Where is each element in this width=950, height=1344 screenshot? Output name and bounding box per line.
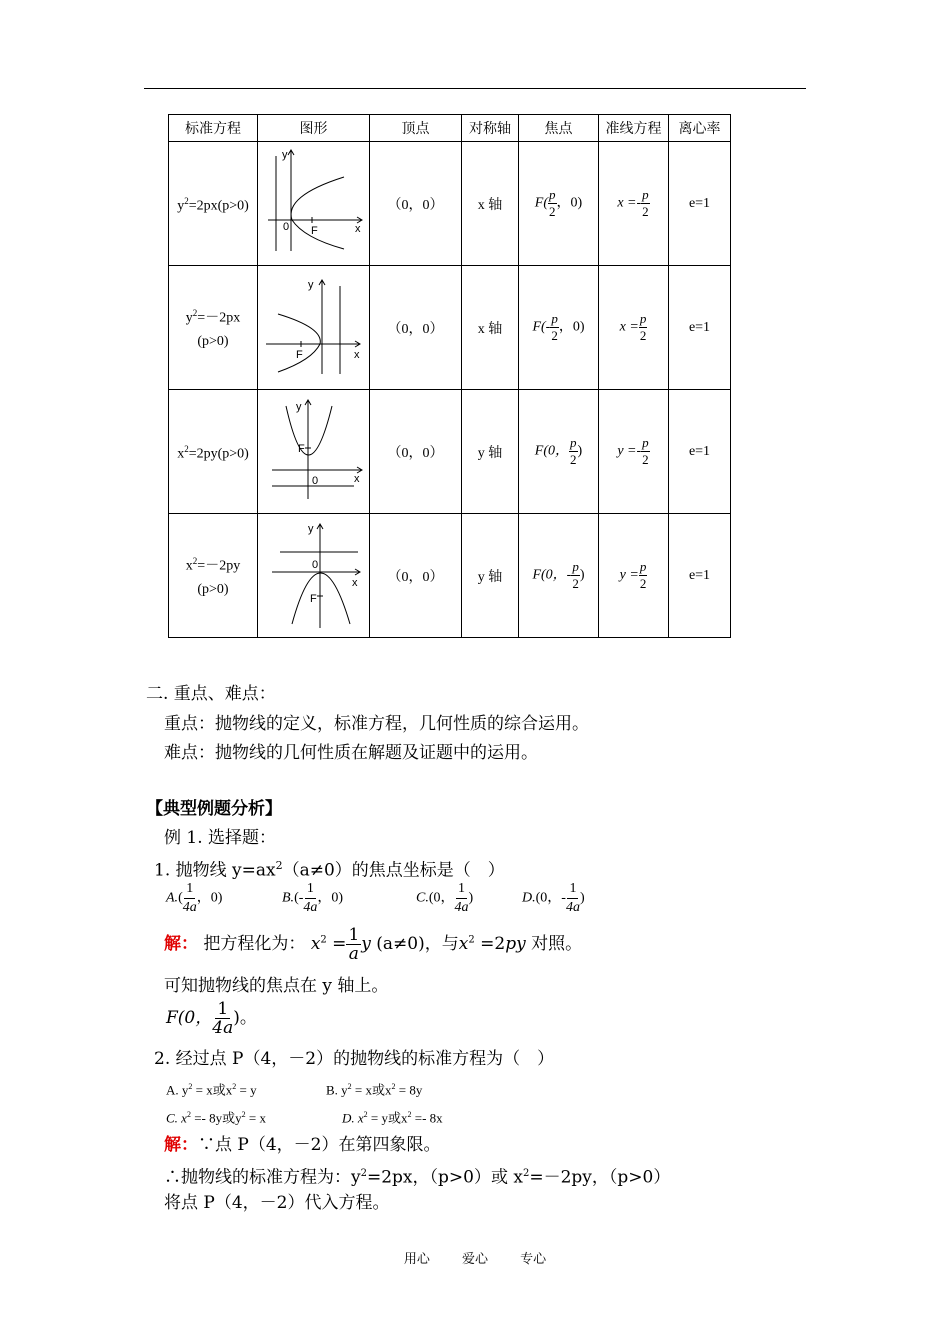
- question-1: 1. 抛物线 $y=ax^2(a\ne 0)$的焦点坐标是（ ）: [154, 859, 505, 881]
- parabola-down-graph: [264, 518, 364, 628]
- standard-equation: $y^2=2px(p>0)$: [169, 142, 258, 266]
- eccentricity-cell: e=1: [669, 514, 731, 638]
- svg-text:F: F: [297, 443, 305, 455]
- table-header-row: [169, 115, 731, 142]
- focus-cell: F(- $\frac{p}{2}$ ，0): [519, 266, 599, 390]
- standard-equation: $x^2=-2py$ (p>0): [169, 514, 258, 638]
- option-b: B.(- $\frac{1}{4a}$ ，0): [282, 881, 344, 915]
- eccentricity-cell: e=1: [669, 266, 731, 390]
- q2-option-c: C. $x^2 =- 8y$或$y^2 = x$: [166, 1110, 266, 1126]
- parabola-properties-table: [168, 114, 731, 638]
- solution-2-line-3: 将点 P（4，－2）代入方程。: [164, 1193, 390, 1213]
- focus-cell: F(0，- $\frac{p}{2}$ ): [519, 514, 599, 638]
- parabola-graph: [258, 142, 370, 266]
- section-title: 二. 重点、难点：: [146, 684, 276, 704]
- parabola-up-graph: [264, 394, 364, 504]
- example-1-title: 例 1. 选择题：: [164, 828, 277, 848]
- solution-1-focus: F(0， $\frac{1}{4a}$ )。: [166, 999, 257, 1038]
- focus-cell: F( $\frac{p}{2}$ ，0): [519, 142, 599, 266]
- svg-text:x: x: [351, 577, 357, 589]
- axis-cell: y 轴: [462, 514, 519, 638]
- vertex-cell: （0，0）: [370, 514, 462, 638]
- svg-text:x: x: [353, 473, 359, 485]
- table-row: [169, 390, 731, 514]
- svg-text:F: F: [295, 349, 303, 361]
- svg-text:x: x: [354, 223, 360, 235]
- option-d: D.(0，- $\frac{1}{4a}$ ): [522, 881, 585, 915]
- directrix-cell: y = $\frac{p}{2}$: [599, 514, 669, 638]
- solution-2-line-2: ∴抛物线的标准方程为：$y^2=2px$，（p>0）或 $x^2=-2py$，（p>0）: [164, 1167, 671, 1188]
- axis-cell: x 轴: [462, 142, 519, 266]
- svg-text:y: y: [307, 523, 313, 535]
- header-cell: 顶点: [370, 115, 462, 142]
- svg-text:F: F: [309, 593, 317, 605]
- question-2: 2. 经过点 P（4，－2）的抛物线的标准方程为（ ）: [154, 1049, 555, 1069]
- header-cell: 对称轴: [462, 115, 519, 142]
- vertex-cell: （0，0）: [370, 266, 462, 390]
- standard-equation: $x^2=2py(p>0)$: [169, 390, 258, 514]
- parabola-right-graph: [264, 146, 364, 256]
- axis-cell: y 轴: [462, 390, 519, 514]
- difficult-point: 难点：抛物线的几何性质在解题及证题中的运用。: [164, 743, 538, 763]
- key-point: 重点：抛物线的定义，标准方程，几何性质的综合运用。: [164, 714, 589, 734]
- svg-text:0: 0: [311, 559, 318, 571]
- directrix-cell: x =- $\frac{p}{2}$: [599, 142, 669, 266]
- svg-text:0: 0: [282, 221, 289, 233]
- solution-2-line-1: 解：∵点 P（4，－2）在第四象限。: [164, 1135, 441, 1155]
- header-cell: 离心率: [669, 115, 731, 142]
- svg-text:y: y: [307, 279, 313, 291]
- directrix-cell: y =- $\frac{p}{2}$: [599, 390, 669, 514]
- page-footer: 用心 爱心 专心: [403, 1252, 547, 1267]
- header-cell: 图形: [258, 115, 370, 142]
- q2-option-b: B. $y^2 = x$或$x^2 = 8y$: [326, 1082, 423, 1098]
- q2-option-a: A. $y^2 = x$或$x^2 = y$: [166, 1082, 257, 1098]
- svg-text:y: y: [281, 149, 287, 161]
- svg-text:0: 0: [311, 475, 318, 487]
- table-row: [169, 514, 731, 638]
- top-rule: [144, 88, 806, 89]
- directrix-cell: x = $\frac{p}{2}$: [599, 266, 669, 390]
- solution-1-line-1: 解： 把方程化为： $x^2$ = $\frac{1}{a}$ y (a≠0)，与$x^2 =2py$ 对照。: [164, 925, 583, 964]
- axis-cell: x 轴: [462, 266, 519, 390]
- svg-text:x: x: [353, 349, 359, 361]
- parabola-graph: [258, 266, 370, 390]
- eccentricity-cell: e=1: [669, 390, 731, 514]
- focus-cell: F(0， $\frac{p}{2}$ ): [519, 390, 599, 514]
- svg-text:F: F: [310, 225, 318, 237]
- parabola-graph: [258, 514, 370, 638]
- eccentricity-cell: e=1: [669, 142, 731, 266]
- vertex-cell: （0，0）: [370, 142, 462, 266]
- q2-option-d: D. $x^2 = y$或$x^2 =- 8x$: [342, 1110, 443, 1126]
- svg-text:y: y: [295, 401, 301, 413]
- parabola-left-graph: [264, 270, 364, 380]
- option-a: A.( $\frac{1}{4a}$ ，0): [166, 881, 223, 915]
- table-row: [169, 142, 731, 266]
- standard-equation: $y^2=-2px$ (p>0): [169, 266, 258, 390]
- vertex-cell: （0，0）: [370, 390, 462, 514]
- solution-1-line-2: 可知抛物线的焦点在 y 轴上。: [164, 976, 389, 996]
- header-cell: 准线方程: [599, 115, 669, 142]
- examples-heading: 【典型例题分析】: [146, 799, 282, 819]
- option-c: C.(0， $\frac{1}{4a}$ ): [416, 881, 474, 915]
- header-cell: 标准方程: [169, 115, 258, 142]
- parabola-graph: [258, 390, 370, 514]
- table-row: [169, 266, 731, 390]
- header-cell: 焦点: [519, 115, 599, 142]
